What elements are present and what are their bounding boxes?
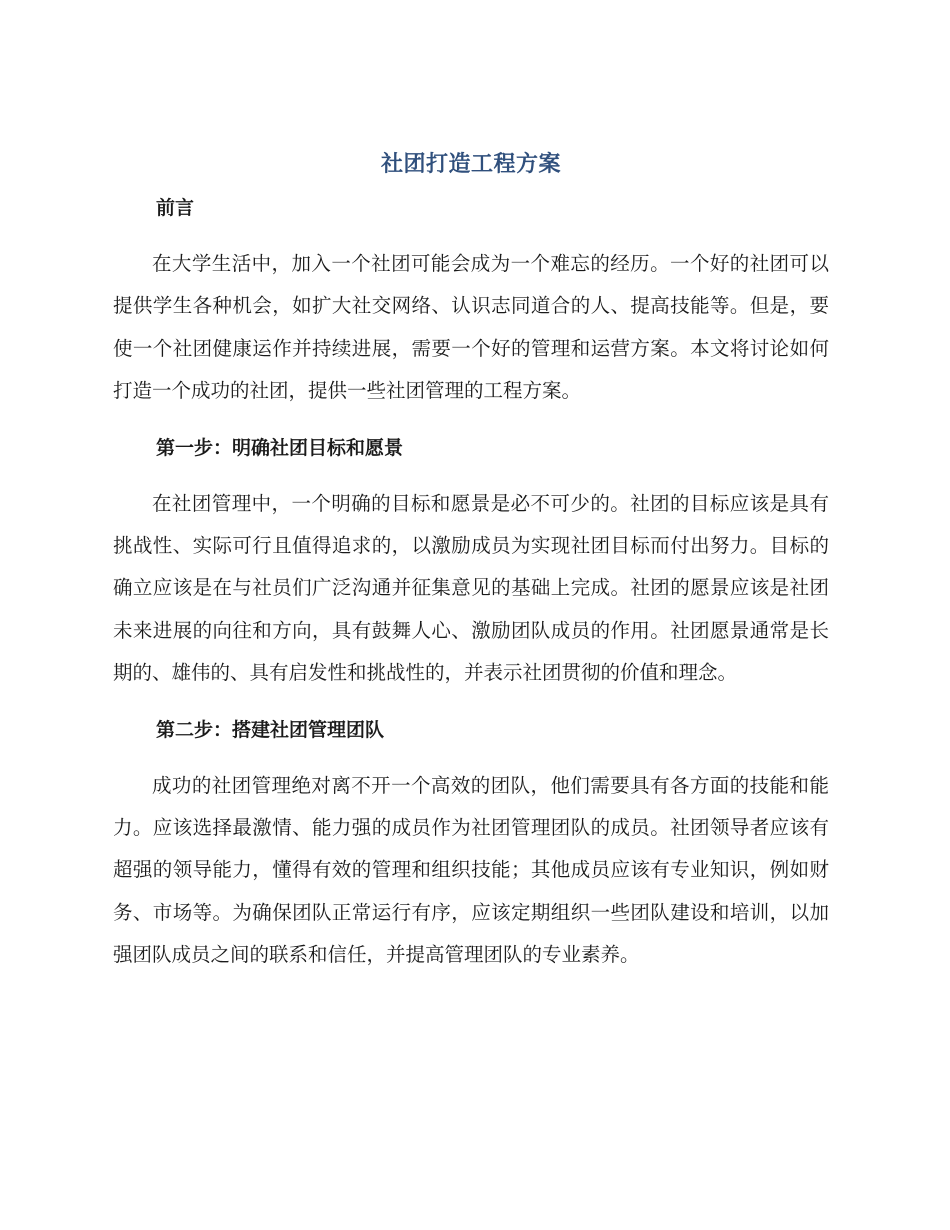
paragraph-preface: 在大学生活中，加入一个社团可能会成为一个难忘的经历。一个好的社团可以提供学生各种机会，如扩大社交网络、认识志同道合的人、提高技能等。但是，要使一个社团健康运作并持续进展，需要一个好的管理和运营方案。本文将讨论如何打造一个成功的社团，提供一些社团管理的工程方案。 [113,252,829,403]
document-title: 社团打造工程方案 [380,152,561,177]
section-heading-step-1: 第一步：明确社团目标和愿景 [156,436,404,459]
paragraph-step-2: 成功的社团管理绝对离不开一个高效的团队，他们需要具有各方面的技能和能力。应该选择最激情、能力强的成员作为社团管理团队的成员。社团领导者应该有超强的领导能力，懂得有效的管理和组织技能；其他成员应该有专业知识，例如财务、市场等。为确保团队正常运行有序，应该定期组织一些团队建设和培训，以加强团队成员之间的联系和信任，并提高管理团队的专业素养。 [113,773,829,967]
section-heading-preface: 前言 [156,197,195,219]
paragraph-step-1: 在社团管理中，一个明确的目标和愿景是必不可少的。社团的目标应该是具有挑战性、实际可行且值得追求的，以激励成员为实现社团目标而付出努力。目标的确立应该是在与社员们广泛沟通并征集意见的基础上完成。社团的愿景应该是社团未来进展的向往和方向，具有鼓舞人心、激励团队成员的作用。社团愿景通常是长期的、雄伟的、具有启发性和挑战性的，并表示社团贯彻的价值和理念。 [113,491,829,685]
section-heading-step-2: 第二步：搭建社团管理团队 [156,718,385,741]
document-page [113,148,829,977]
